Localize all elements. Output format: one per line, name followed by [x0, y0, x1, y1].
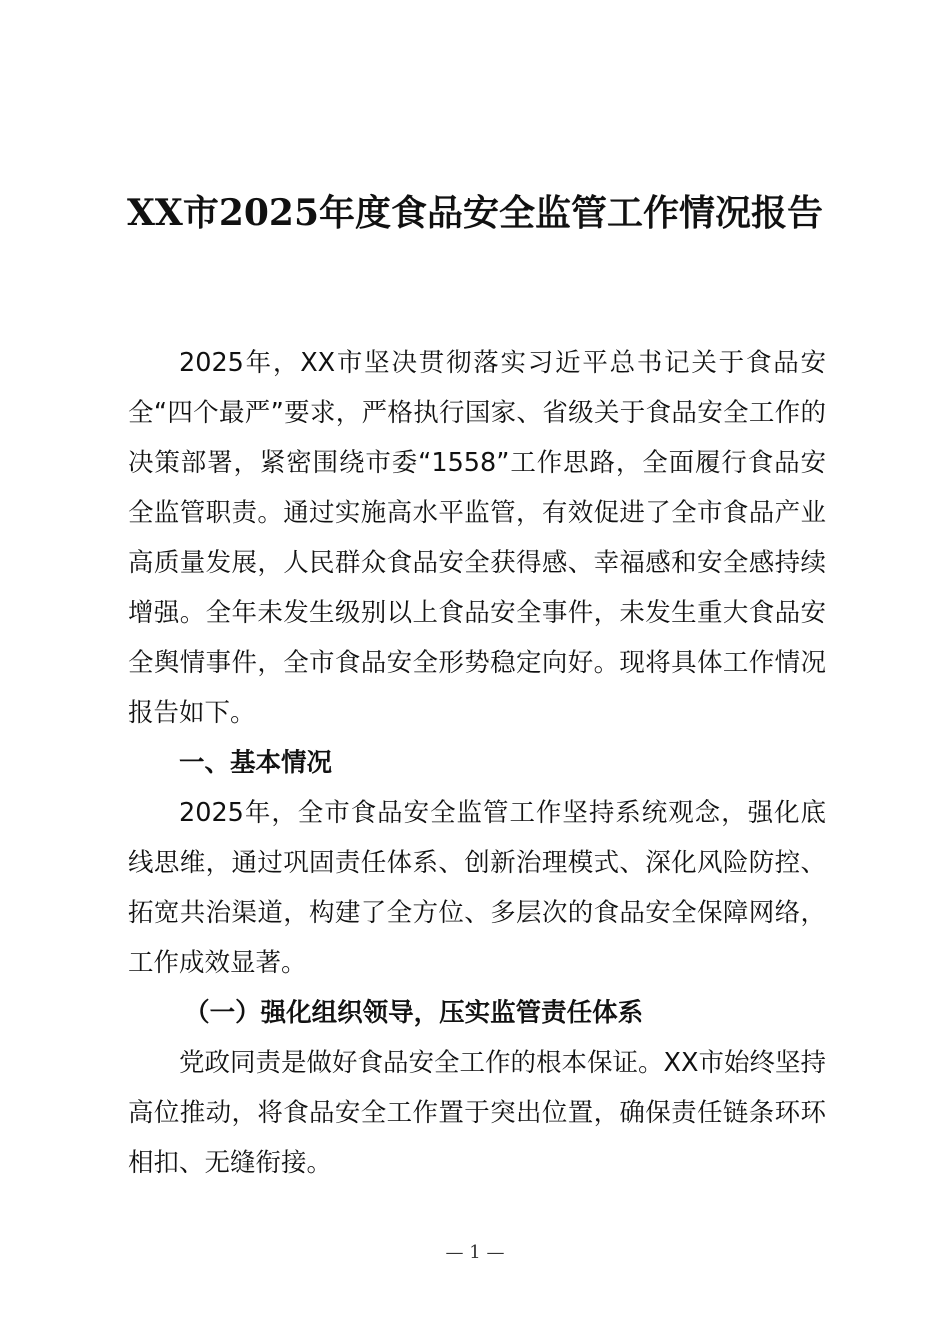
subsection-organization-leadership-paragraph: 党政同责是做好食品安全工作的根本保证。XX市始终坚持高位推动，将食品安全工作置于突出位置，确保责任链条环环相扣、无缝衔接。: [128, 1048, 826, 1178]
section-heading-basic-situation: 一、基本情况: [179, 748, 333, 778]
intro-paragraph: 2025年，XX市坚决贯彻落实习近平总书记关于食品安全“四个最严”要求，严格执行国家、省级关于食品安全工作的决策部署，紧密围绕市委“1558”工作思路，全面履行食品安全监管职责。通过实施高水平监管，有效促进了全市食品产业高质量发展，人民群众食品安全获得感、幸福感和安全感持续增强。全年未发生级别以上食品安全事件，未发生重大食品安全舆情事件，全市食品安全形势稳定向好。现将具体工作情况报告如下。: [128, 348, 826, 728]
page-number: — 1 —: [445, 1242, 505, 1263]
section-basic-situation-paragraph: 2025年，全市食品安全监管工作坚持系统观念，强化底线思维，通过巩固责任体系、创新治理模式、深化风险防控、拓宽共治渠道，构建了全方位、多层次的食品安全保障网络，工作成效显著。: [128, 798, 826, 978]
document-body: [128, 338, 826, 1188]
subsection-heading-organization-leadership: （一）强化组织领导，压实监管责任体系: [184, 998, 644, 1028]
document-title: XX市2025年度食品安全监管工作情况报告: [126, 192, 824, 234]
